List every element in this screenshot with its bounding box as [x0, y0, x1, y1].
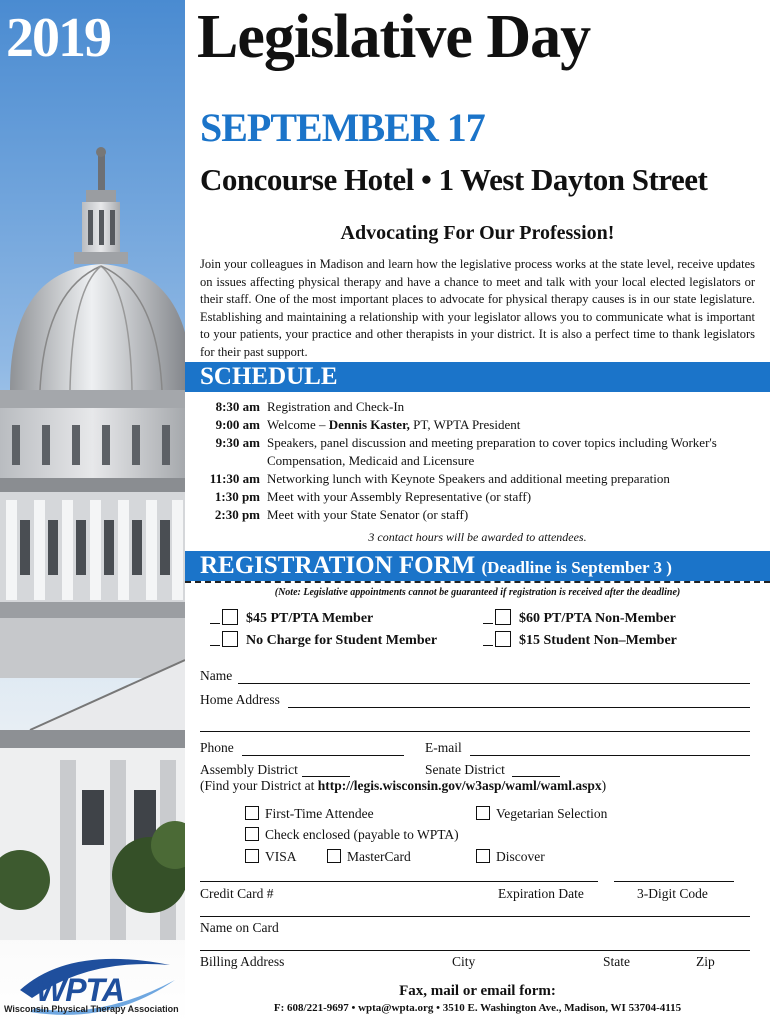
- name-on-card-label: Name on Card: [200, 920, 279, 935]
- credit-card-label: Credit Card #: [200, 886, 274, 901]
- registration-title: REGISTRATION FORM: [200, 552, 476, 579]
- schedule-desc: Networking lunch with Keynote Speakers and additional meeting preparation: [267, 471, 670, 486]
- event-venue: Concourse Hotel • 1 West Dayton Street: [200, 162, 708, 197]
- senate-district-label: Senate District: [425, 762, 505, 777]
- name-on-card-field[interactable]: [200, 916, 750, 917]
- checkbox-label: Discover: [496, 849, 545, 864]
- find-district-pre: (Find your District at: [200, 778, 318, 793]
- schedule-row: [200, 398, 747, 416]
- schedule-time: 9:30 am: [215, 435, 260, 450]
- security-code-field[interactable]: [614, 881, 734, 882]
- credit-card-field[interactable]: [200, 881, 598, 882]
- dashed-cut-line: [185, 581, 770, 583]
- schedule-desc: [267, 416, 747, 434]
- checkbox[interactable]: [476, 849, 490, 863]
- visa-option[interactable]: [245, 849, 297, 865]
- discover-option[interactable]: [476, 849, 545, 865]
- phone-label: Phone: [200, 740, 234, 755]
- checkbox[interactable]: [245, 827, 259, 841]
- fee-underline: [210, 645, 220, 646]
- fee-label: $60 PT/PTA Non-Member: [519, 611, 676, 626]
- schedule-time: 11:30 am: [209, 471, 260, 486]
- fee-underline: [483, 623, 493, 624]
- fee-checkbox[interactable]: [222, 609, 238, 625]
- billing-address-label: Billing Address: [200, 954, 285, 969]
- fax-heading: Fax, mail or email form:: [399, 983, 556, 999]
- schedule-time: 9:00 am: [215, 417, 260, 432]
- schedule-desc-post: PT, WPTA President: [409, 417, 521, 432]
- schedule-list: [200, 398, 747, 524]
- schedule-desc: Meet with your Assembly Representative (or staff): [267, 489, 532, 504]
- fee-label: No Charge for Student Member: [246, 633, 438, 648]
- registration-header-bar: [185, 551, 770, 581]
- email-field[interactable]: [470, 755, 750, 756]
- schedule-row: [200, 470, 747, 488]
- schedule-row: [200, 434, 747, 470]
- fee-label: $45 PT/PTA Member: [246, 611, 374, 626]
- find-district-line: [200, 778, 606, 794]
- fee-underline: [483, 645, 493, 646]
- contact-info: F: 608/221-9697 • wpta@wpta.org • 3510 E. Washington Ave., Madison, WI 53704-4115: [273, 1002, 682, 1014]
- billing-address-field[interactable]: [200, 950, 750, 951]
- home-address-field-line2[interactable]: [200, 731, 750, 732]
- registration-note: (Note: Legislative appointments cannot be guaranteed if registration is received after the deadline): [274, 587, 681, 598]
- first-time-attendee-option[interactable]: [245, 806, 374, 822]
- senate-district-field[interactable]: [512, 776, 560, 777]
- president-name: Dennis Kaster,: [328, 417, 410, 432]
- schedule-row: [200, 488, 747, 506]
- schedule-time: 1:30 pm: [214, 489, 260, 504]
- checkbox-label: MasterCard: [347, 849, 411, 864]
- checkbox[interactable]: [245, 849, 259, 863]
- phone-field[interactable]: [242, 755, 404, 756]
- schedule-desc-pre: Welcome –: [267, 417, 329, 432]
- contact-hours-note: 3 contact hours will be awarded to attendees.: [368, 530, 587, 544]
- sidebar-photo: [0, 0, 185, 1024]
- fee-checkbox[interactable]: [222, 631, 238, 647]
- home-address-label: Home Address: [200, 692, 280, 707]
- checkbox[interactable]: [327, 849, 341, 863]
- district-url-link[interactable]: http://legis.wisconsin.gov/w3asp/waml/waml.aspx: [317, 778, 602, 793]
- checkbox-label: VISA: [265, 849, 297, 864]
- schedule-row: [200, 506, 747, 524]
- intro-paragraph: Join your colleagues in Madison and learn how the legislative process works at the state level, receive updates on issues affecting physical therapy and have a chance to meet and talk with your local elected legislators or their staff. One of the most important places to advocate for physical therapy causes is in our state legislature. Establishing and maintaining a relationship with your legislator allows you to communicate what is important to your patients, your practice and other therapists in your district. It is also a perfect time to thank legislators for their past support.: [200, 257, 755, 359]
- email-label: E-mail: [425, 740, 462, 755]
- checkbox-label: Vegetarian Selection: [496, 806, 608, 821]
- tagline: Advocating For Our Profession!: [340, 222, 615, 244]
- registration-heading: [200, 552, 672, 580]
- fee-option-non-member[interactable]: [483, 609, 676, 627]
- checkbox[interactable]: [476, 806, 490, 820]
- assembly-district-label: Assembly District: [200, 762, 298, 777]
- schedule-heading: SCHEDULE: [200, 363, 338, 390]
- fee-option-member[interactable]: [210, 609, 373, 627]
- city-label: City: [452, 954, 476, 969]
- fee-option-student-non-member[interactable]: [483, 631, 677, 649]
- fee-underline: [210, 623, 220, 624]
- checkbox[interactable]: [245, 806, 259, 820]
- name-label: Name: [200, 668, 233, 683]
- fee-checkbox[interactable]: [495, 609, 511, 625]
- security-code-label: 3-Digit Code: [637, 886, 708, 901]
- mastercard-option[interactable]: [327, 849, 411, 865]
- fee-option-student-member[interactable]: [210, 631, 437, 649]
- event-date: SEPTEMBER 17: [200, 105, 485, 150]
- name-field[interactable]: [238, 683, 750, 684]
- find-district-post: ): [601, 778, 607, 793]
- schedule-desc: Meet with your State Senator (or staff): [267, 507, 469, 522]
- capitol-illustration: [0, 140, 185, 940]
- fee-label: $15 Student Non–Member: [519, 633, 677, 648]
- state-label: State: [603, 954, 630, 969]
- checkbox-label: First-Time Attendee: [265, 806, 374, 821]
- home-address-field[interactable]: [288, 707, 750, 708]
- schedule-time: 2:30 pm: [214, 507, 260, 522]
- assembly-district-field[interactable]: [302, 776, 350, 777]
- year-heading: 2019: [6, 7, 110, 69]
- schedule-desc: Speakers, panel discussion and meeting preparation to cover topics including Worker's Compensation, Medicaid and Licensure: [267, 435, 717, 468]
- check-enclosed-option[interactable]: [245, 827, 459, 843]
- schedule-time: 8:30 am: [215, 399, 260, 414]
- registration-deadline: (Deadline is September 3 ): [481, 558, 672, 577]
- expiration-date-label: Expiration Date: [498, 886, 584, 901]
- schedule-header-bar: [185, 362, 770, 392]
- checkbox-label: Check enclosed (payable to WPTA): [265, 827, 459, 842]
- logo-subtitle: Wisconsin Physical Therapy Association: [4, 1004, 179, 1014]
- zip-label: Zip: [696, 954, 715, 969]
- fee-checkbox[interactable]: [495, 631, 511, 647]
- page-title: Legislative Day: [197, 3, 591, 71]
- schedule-desc: Registration and Check-In: [267, 399, 405, 414]
- logo-text: WPTA: [36, 972, 124, 1008]
- vegetarian-option[interactable]: [476, 806, 607, 822]
- schedule-row: [200, 416, 747, 434]
